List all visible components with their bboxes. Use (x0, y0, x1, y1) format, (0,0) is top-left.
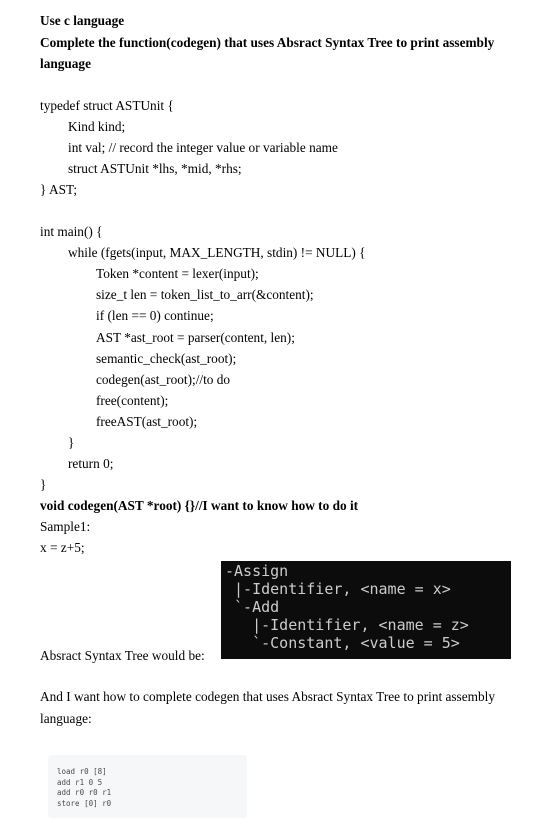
code-line: Kind kind; (68, 119, 126, 134)
ast-label: Absract Syntax Tree would be: (40, 648, 205, 663)
assembly-line: add r0 r0 r1 (57, 788, 112, 797)
ast-node-line: |-Identifier, <name = x> (225, 580, 451, 598)
code-line: return 0; (68, 456, 114, 471)
code-line: semantic_check(ast_root); (96, 351, 237, 366)
question-line-2: language: (40, 711, 92, 726)
code-line: } AST; (40, 182, 78, 197)
assembly-line: add r1 0 5 (57, 777, 103, 787)
code-line: int val; // record the integer value or variable name (68, 140, 338, 155)
assembly-code-block (48, 755, 247, 818)
ast-node-line: `-Add (225, 598, 280, 616)
header-line-1: Use c language (40, 13, 125, 28)
question-line-1: And I want how to complete codegen that uses Absract Syntax Tree to print assembly (40, 689, 495, 704)
code-line: int main() { (40, 224, 103, 239)
code-line: typedef struct ASTUnit { (40, 98, 174, 113)
code-line: while (fgets(input, MAX_LENGTH, stdin) != NULL) { (68, 245, 366, 260)
code-line: freeAST(ast_root); (96, 414, 198, 429)
code-line: Token *content = lexer(input); (96, 266, 259, 281)
code-line: AST *ast_root = parser(content, len); (96, 330, 295, 345)
sample-label: Sample1: (40, 519, 91, 534)
codegen-signature: void codegen(AST *root) {}//I want to know how to do it (40, 498, 359, 513)
ast-node-line: |-Identifier, <name = z> (225, 616, 469, 634)
ast-node-line: -Assign (225, 562, 289, 580)
code-line: } (40, 477, 47, 492)
header-line-3: language (40, 56, 91, 71)
ast-terminal-output (221, 561, 511, 659)
code-line: struct ASTUnit *lhs, *mid, *rhs; (68, 161, 242, 176)
code-line: if (len == 0) continue; (96, 308, 214, 323)
ast-node-line: `-Constant, <value = 5> (225, 634, 460, 652)
code-line: } (68, 435, 75, 450)
code-line: size_t len = token_list_to_arr(&content); (96, 287, 314, 302)
sample-expression: x = z+5; (40, 540, 85, 555)
code-line: codegen(ast_root);//to do (96, 372, 231, 387)
header-line-2: Complete the function(codegen) that uses Absract Syntax Tree to print assembly (40, 35, 495, 50)
assembly-line: store [0] r0 (57, 798, 112, 808)
code-line: free(content); (96, 393, 169, 408)
assembly-line: load r0 [8] (57, 767, 107, 776)
